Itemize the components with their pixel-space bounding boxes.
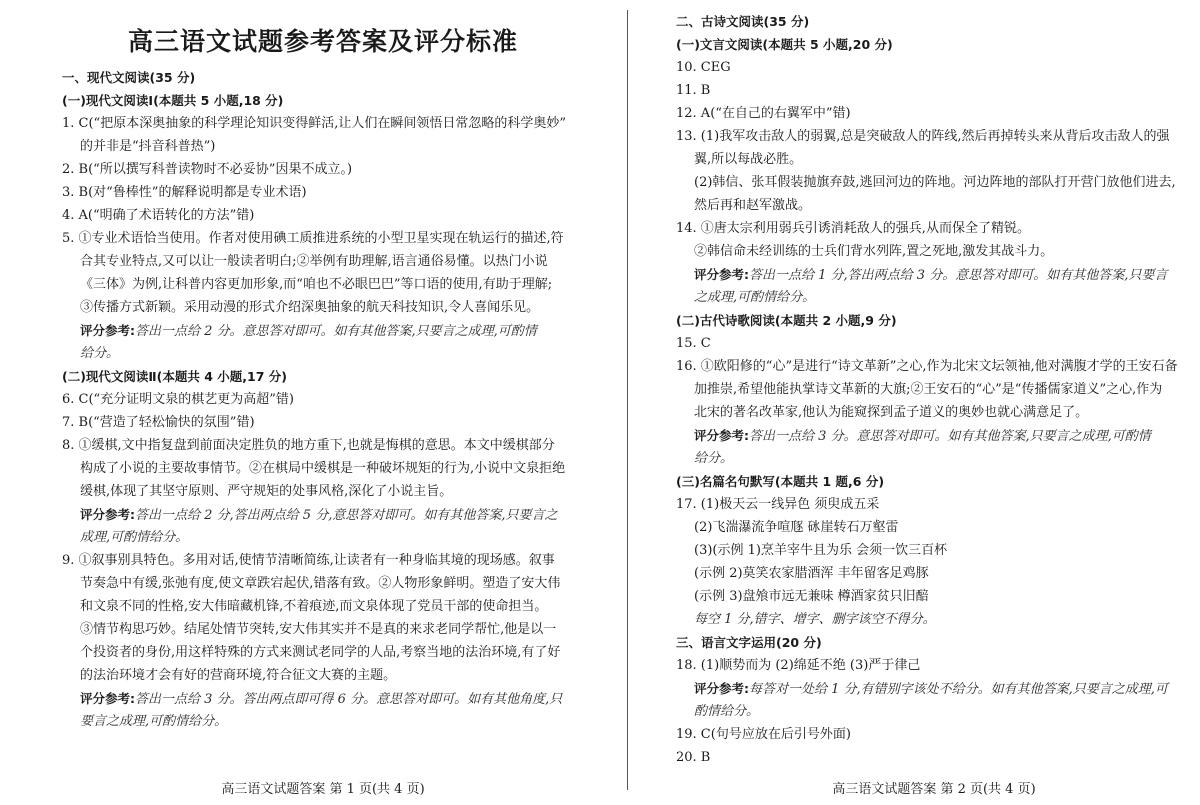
line-text: 10. CEG: [676, 60, 731, 75]
answer-line: [62, 250, 584, 273]
answer-line: [676, 677, 1192, 700]
line-text: 之成理,可酌情给分。: [694, 290, 816, 305]
line-text: 给分。: [80, 346, 120, 361]
line-text: 要言之成理,可酌情给分。: [80, 714, 228, 729]
line-text: 20. B: [676, 750, 711, 765]
answer-line: [62, 480, 584, 503]
line-text: 成理,可酌情给分。: [80, 530, 189, 545]
page-1: [62, 0, 584, 797]
scoring-note-text: 答出一点给 2 分。意思答对即可。如有其他答案,只要言之成理,可酌情: [135, 324, 537, 339]
page-2-footer: 高三语文试题答案 第 2 页(共 4 页): [832, 782, 1036, 797]
line-text: (一)现代文阅读Ⅰ(本题共 5 小题,18 分): [62, 93, 284, 108]
line-text: 12. A(“在自己的右翼军中”错): [676, 106, 851, 121]
line-text: 构成了小说的主要故事情节。②在棋局中缓棋是一种破坏规矩的行为,小说中文泉拒绝: [80, 461, 566, 476]
answer-line: [62, 411, 584, 434]
line-text: 11. B: [676, 83, 711, 98]
line-text: 每空 1 分,错字、增字、删字该空不得分。: [694, 612, 936, 627]
line-text: 一、现代文阅读(35 分): [62, 70, 196, 85]
answer-line: [676, 263, 1192, 286]
line-text: 19. C(句号应放在后引号外面): [676, 727, 851, 742]
line-text: (二)古代诗歌阅读(本题共 2 小题,9 分): [676, 313, 897, 328]
answer-line: [676, 332, 1192, 355]
line-text: (示例 2)莫笑农家腊酒浑 丰年留客足鸡豚: [694, 566, 929, 581]
line-text: 13. (1)我军攻击敌人的弱翼,总是突破敌人的阵线,然后再掉转头来从背后攻击敌人的强: [676, 129, 1170, 144]
line-text: 2. B(“所以撰写科普读物时不必妥协”因果不成立。): [62, 162, 353, 177]
answer-line: [62, 526, 584, 549]
line-text: 二、古诗文阅读(35 分): [676, 14, 810, 29]
line-text: 个投资者的身份,用这样特殊的方式来测试老同学的人品,考察当地的法治环境,有了好: [80, 645, 561, 660]
line-text: 三、语言文字运用(20 分): [676, 635, 822, 650]
section-heading: [676, 470, 1192, 493]
answer-line: [62, 135, 584, 158]
answer-line: [676, 447, 1192, 470]
line-text: 4. A(“明确了术语转化的方法”错): [62, 208, 255, 223]
page-2-content: [676, 10, 1192, 769]
answer-line: [676, 286, 1192, 309]
line-text: 15. C: [676, 336, 711, 351]
scoring-note-text: 答出一点给 3 分。意思答对即可。如有其他答案,只要言之成理,可酌情: [749, 429, 1151, 444]
answer-line: [676, 194, 1192, 217]
answer-line: [62, 641, 584, 664]
answer-line: [62, 319, 584, 342]
line-text: 6. C(“充分证明文泉的棋艺更为高超”错): [62, 392, 294, 407]
answer-line: [62, 434, 584, 457]
line-text: 5. ①专业术语恰当使用。作者对使用碘工质推进系统的小型卫星实现在轨运行的描述,符: [62, 231, 564, 246]
line-text: (2)飞湍瀑流争喧豗 砯崖转石万壑雷: [694, 520, 899, 535]
page-divider: [627, 10, 628, 790]
line-text: 北宋的著名改革家,他认为能窥探到孟子道义的奥妙也就心满意足了。: [694, 405, 1089, 420]
answer-line: [62, 457, 584, 480]
answer-line: [676, 148, 1192, 171]
scoring-note-label: 评分参考:: [80, 691, 135, 706]
document-title: 高三语文试题参考答案及评分标准: [127, 27, 518, 56]
page-2: [676, 0, 1192, 797]
section-heading: [62, 365, 584, 388]
line-text: 给分。: [694, 451, 734, 466]
answer-line: [62, 595, 584, 618]
answer-line: [676, 746, 1192, 769]
line-text: 缓棋,体现了其坚守原则、严守规矩的处事风格,深化了小说主旨。: [80, 484, 453, 499]
answer-line: [676, 585, 1192, 608]
page-1-footer: 高三语文试题答案 第 1 页(共 4 页): [221, 782, 425, 797]
scoring-note-label: 评分参考:: [694, 267, 749, 282]
answer-line: [62, 503, 584, 526]
answer-line: [676, 562, 1192, 585]
answer-line: [62, 687, 584, 710]
answer-line: [62, 273, 584, 296]
scoring-note-label: 评分参考:: [80, 507, 135, 522]
answer-line: [676, 723, 1192, 746]
section-heading: [62, 66, 584, 89]
answer-line: [62, 388, 584, 411]
answer-line: [676, 171, 1192, 194]
answer-line: [62, 618, 584, 641]
scoring-note-text: 答出一点给 2 分,答出两点给 5 分,意思答对即可。如有其他答案,只要言之: [135, 508, 558, 523]
answer-line: [62, 181, 584, 204]
answer-line: [676, 608, 1192, 631]
scoring-note-label: 评分参考:: [694, 428, 749, 443]
answer-line: [62, 572, 584, 595]
answer-line: [62, 710, 584, 733]
answer-line: [676, 516, 1192, 539]
line-text: (三)名篇名句默写(本题共 1 题,6 分): [676, 474, 885, 489]
scoring-note-text: 答出一点给 3 分。答出两点即可得 6 分。意思答对即可。如有其他角度,只: [135, 692, 563, 707]
line-text: 17. (1)极天云一线异色 须臾成五采: [676, 497, 880, 512]
answer-line: [62, 158, 584, 181]
answer-line: [62, 112, 584, 135]
scoring-note-text: 每答对一处给 1 分,有错别字该处不给分。如有其他答案,只要言之成理,可: [749, 682, 1168, 697]
answer-line: [676, 125, 1192, 148]
scoring-note-text: 答出一点给 1 分,答出两点给 3 分。意思答对即可。如有其他答案,只要言: [749, 268, 1168, 283]
line-text: ③情节构思巧妙。结尾处情节突转,安大伟其实并不是真的来求老同学帮忙,他是以一: [80, 622, 557, 637]
answer-line: [62, 296, 584, 319]
line-text: (二)现代文阅读Ⅱ(本题共 4 小题,17 分): [62, 369, 287, 384]
answer-line: [676, 493, 1192, 516]
answer-line: [676, 401, 1192, 424]
answer-line: [676, 79, 1192, 102]
section-heading: [676, 10, 1192, 33]
line-text: ②韩信命未经训练的士兵们背水列阵,置之死地,激发其战斗力。: [694, 244, 1054, 259]
answer-line: [62, 204, 584, 227]
line-text: 16. ①欧阳修的“心”是进行“诗文革新”之心,作为北宋文坛领袖,他对满腹才学的王安石备: [676, 359, 1178, 374]
answer-line: [676, 539, 1192, 562]
answer-line: [62, 227, 584, 250]
answer-line: [676, 654, 1192, 677]
line-text: 1. C(“把原本深奥抽象的科学理论知识变得鲜活,让人们在瞬间领悟日常忽略的科学奥妙”: [62, 116, 566, 131]
scoring-note-label: 评分参考:: [694, 681, 749, 696]
line-text: (一)文言文阅读(本题共 5 小题,20 分): [676, 37, 893, 52]
line-text: 9. ①叙事别具特色。多用对话,使情节清晰简练,让读者有一种身临其境的现场感。叙事: [62, 553, 555, 568]
line-text: 酌情给分。: [694, 704, 760, 719]
line-text: 节奏急中有缓,张弛有度,使文章跌宕起伏,错落有致。②人物形象鲜明。塑造了安大伟: [80, 576, 561, 591]
line-text: 《三体》为例,让科普内容更加形象,而“咱也不必眼巴巴”等口语的使用,有助于理解;: [80, 277, 553, 292]
line-text: 合其专业特点,又可以让一般读者明白;②举例有助理解,语言通俗易懂。以热门小说: [80, 254, 548, 269]
section-heading: [676, 309, 1192, 332]
answer-line: [62, 342, 584, 365]
line-text: 然后再和赵军激战。: [694, 198, 812, 213]
answer-line: [676, 378, 1192, 401]
answer-line: [676, 102, 1192, 125]
answer-line: [62, 549, 584, 572]
answer-line: [676, 240, 1192, 263]
line-text: 7. B(“营造了轻松愉快的氛围”错): [62, 415, 255, 430]
answer-line: [676, 355, 1192, 378]
answer-line: [62, 664, 584, 687]
line-text: 加推崇,希望他能执掌诗文革新的大旗;②王安石的“心”是“传播儒家道义”之心,作为: [694, 382, 1163, 397]
answer-line: [676, 424, 1192, 447]
line-text: 3. B(对“鲁棒性”的解释说明都是专业术语): [62, 185, 307, 200]
line-text: 18. (1)顺势而为 (2)绵延不绝 (3)严于律己: [676, 658, 921, 673]
line-text: 的并非是“抖音科普热”): [80, 139, 216, 154]
line-text: ③传播方式新颖。采用动漫的形式介绍深奥抽象的航天科技知识,令人喜闻乐见。: [80, 300, 540, 315]
line-text: 的法治环境才会有好的营商环境,符合征文大赛的主题。: [80, 668, 397, 683]
line-text: (3)(示例 1)烹羊宰牛且为乐 会须一饮三百杯: [694, 543, 948, 558]
line-text: (2)韩信、张耳假装抛旗弃鼓,逃回河边的阵地。河边阵地的部队打开营门放他们进去,: [694, 175, 1176, 190]
line-text: 翼,所以每战必胜。: [694, 152, 803, 167]
scoring-note-label: 评分参考:: [80, 323, 135, 338]
page-1-content: [62, 66, 584, 733]
line-text: 14. ①唐太宗利用弱兵引诱消耗敌人的强兵,从而保全了精锐。: [676, 221, 1030, 236]
line-text: 和文泉不同的性格,安大伟暗藏机锋,不着痕迹,而文泉体现了党员干部的使命担当。: [80, 599, 548, 614]
answer-line: [676, 217, 1192, 240]
line-text: (示例 3)盘飧市远无兼味 樽酒家贫只旧醅: [694, 589, 929, 604]
section-heading: [676, 631, 1192, 654]
answer-line: [676, 56, 1192, 79]
section-heading: [676, 33, 1192, 56]
line-text: 8. ①缓棋,文中指复盘到前面决定胜负的地方重下,也就是悔棋的意思。本文中缓棋部分: [62, 438, 555, 453]
section-heading: [62, 89, 584, 112]
answer-line: [676, 700, 1192, 723]
